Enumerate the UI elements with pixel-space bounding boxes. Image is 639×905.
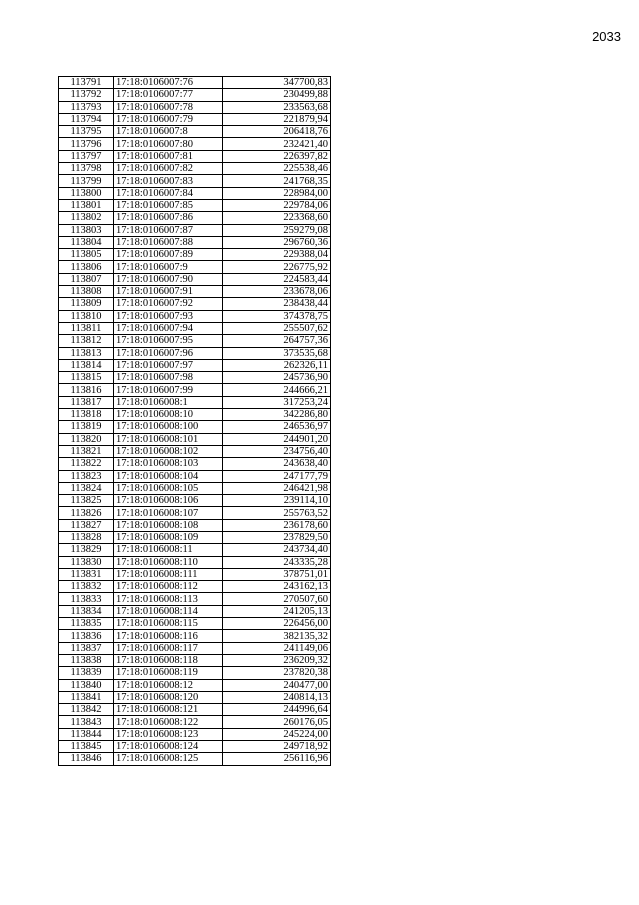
table-row — [59, 544, 331, 556]
table-row — [59, 273, 331, 285]
cadastral-number: 17:18:0106007:82 — [114, 163, 223, 175]
cadastral-value: 236209,32 — [223, 654, 331, 666]
row-number: 113805 — [59, 249, 114, 261]
row-number: 113817 — [59, 396, 114, 408]
table-row — [59, 359, 331, 371]
table-row — [59, 175, 331, 187]
cadastral-number: 17:18:0106007:88 — [114, 236, 223, 248]
row-number: 113811 — [59, 322, 114, 334]
cadastral-number: 17:18:0106008:101 — [114, 433, 223, 445]
row-number: 113829 — [59, 544, 114, 556]
cadastral-number: 17:18:0106007:93 — [114, 310, 223, 322]
table-row — [59, 212, 331, 224]
row-number: 113816 — [59, 384, 114, 396]
row-number: 113795 — [59, 126, 114, 138]
table-row — [59, 335, 331, 347]
cadastral-value: 223368,60 — [223, 212, 331, 224]
cadastral-number: 17:18:0106008:113 — [114, 593, 223, 605]
row-number: 113819 — [59, 421, 114, 433]
cadastral-number: 17:18:0106007:80 — [114, 138, 223, 150]
row-number: 113794 — [59, 113, 114, 125]
row-number: 113808 — [59, 286, 114, 298]
cadastral-number: 17:18:0106008:125 — [114, 753, 223, 765]
row-number: 113842 — [59, 704, 114, 716]
cadastral-number: 17:18:0106007:76 — [114, 77, 223, 89]
table-row — [59, 728, 331, 740]
cadastral-number: 17:18:0106008:108 — [114, 519, 223, 531]
row-number: 113826 — [59, 507, 114, 519]
row-number: 113813 — [59, 347, 114, 359]
cadastral-value: 233678,06 — [223, 286, 331, 298]
cadastral-number: 17:18:0106007:78 — [114, 101, 223, 113]
cadastral-value: 206418,76 — [223, 126, 331, 138]
table-row — [59, 126, 331, 138]
cadastral-value: 243162,13 — [223, 581, 331, 593]
table-row — [59, 741, 331, 753]
table-row — [59, 396, 331, 408]
cadastral-value: 243638,40 — [223, 458, 331, 470]
table-row — [59, 310, 331, 322]
cadastral-value: 245736,90 — [223, 372, 331, 384]
cadastral-value: 226775,92 — [223, 261, 331, 273]
row-number: 113791 — [59, 77, 114, 89]
cadastral-number: 17:18:0106007:79 — [114, 113, 223, 125]
cadastral-value: 232421,40 — [223, 138, 331, 150]
cadastral-number: 17:18:0106007:96 — [114, 347, 223, 359]
cadastral-value: 260176,05 — [223, 716, 331, 728]
cadastral-value: 249718,92 — [223, 741, 331, 753]
table-row — [59, 753, 331, 765]
cadastral-number: 17:18:0106008:106 — [114, 495, 223, 507]
table-row — [59, 519, 331, 531]
table-row — [59, 642, 331, 654]
cadastral-number: 17:18:0106008:122 — [114, 716, 223, 728]
row-number: 113799 — [59, 175, 114, 187]
table-row — [59, 409, 331, 421]
cadastral-number: 17:18:0106008:104 — [114, 470, 223, 482]
table-row — [59, 716, 331, 728]
cadastral-value: 255507,62 — [223, 322, 331, 334]
cadastral-number: 17:18:0106007:91 — [114, 286, 223, 298]
cadastral-number: 17:18:0106008:107 — [114, 507, 223, 519]
row-number: 113797 — [59, 150, 114, 162]
page-number: 2033 — [592, 29, 621, 44]
cadastral-number: 17:18:0106008:115 — [114, 618, 223, 630]
cadastral-value: 234756,40 — [223, 445, 331, 457]
table-row — [59, 89, 331, 101]
table-row — [59, 581, 331, 593]
cadastral-number: 17:18:0106008:103 — [114, 458, 223, 470]
cadastral-value: 373535,68 — [223, 347, 331, 359]
row-number: 113803 — [59, 224, 114, 236]
cadastral-value: 241149,06 — [223, 642, 331, 654]
cadastral-value: 245224,00 — [223, 728, 331, 740]
cadastral-number: 17:18:0106007:95 — [114, 335, 223, 347]
cadastral-value: 347700,83 — [223, 77, 331, 89]
table-body — [59, 77, 331, 766]
table-row — [59, 495, 331, 507]
row-number: 113836 — [59, 630, 114, 642]
cadastral-number: 17:18:0106008:110 — [114, 556, 223, 568]
cadastral-number: 17:18:0106008:100 — [114, 421, 223, 433]
cadastral-number: 17:18:0106007:92 — [114, 298, 223, 310]
cadastral-value: 236178,60 — [223, 519, 331, 531]
row-number: 113825 — [59, 495, 114, 507]
cadastral-value: 229388,04 — [223, 249, 331, 261]
row-number: 113833 — [59, 593, 114, 605]
row-number: 113845 — [59, 741, 114, 753]
cadastral-number: 17:18:0106007:9 — [114, 261, 223, 273]
table-row — [59, 568, 331, 580]
cadastral-number: 17:18:0106008:112 — [114, 581, 223, 593]
table-row — [59, 654, 331, 666]
table-row — [59, 150, 331, 162]
row-number: 113823 — [59, 470, 114, 482]
cadastral-value: 243734,40 — [223, 544, 331, 556]
cadastral-number: 17:18:0106008:1 — [114, 396, 223, 408]
cadastral-number: 17:18:0106007:77 — [114, 89, 223, 101]
row-number: 113804 — [59, 236, 114, 248]
row-number: 113843 — [59, 716, 114, 728]
cadastral-value: 228984,00 — [223, 187, 331, 199]
cadastral-value: 244666,21 — [223, 384, 331, 396]
cadastral-value: 225538,46 — [223, 163, 331, 175]
cadastral-value: 296760,36 — [223, 236, 331, 248]
row-number: 113841 — [59, 691, 114, 703]
row-number: 113818 — [59, 409, 114, 421]
table-row — [59, 433, 331, 445]
row-number: 113796 — [59, 138, 114, 150]
table-row — [59, 322, 331, 334]
cadastral-value: 256116,96 — [223, 753, 331, 765]
row-number: 113824 — [59, 482, 114, 494]
row-number: 113837 — [59, 642, 114, 654]
cadastral-value: 259279,08 — [223, 224, 331, 236]
cadastral-number: 17:18:0106008:116 — [114, 630, 223, 642]
table-row — [59, 163, 331, 175]
row-number: 113838 — [59, 654, 114, 666]
row-number: 113828 — [59, 531, 114, 543]
cadastral-number: 17:18:0106008:121 — [114, 704, 223, 716]
cadastral-number: 17:18:0106008:105 — [114, 482, 223, 494]
cadastral-number: 17:18:0106007:83 — [114, 175, 223, 187]
cadastral-number: 17:18:0106008:120 — [114, 691, 223, 703]
table-row — [59, 531, 331, 543]
cadastral-number: 17:18:0106007:99 — [114, 384, 223, 396]
cadastral-number: 17:18:0106008:124 — [114, 741, 223, 753]
cadastral-number: 17:18:0106008:102 — [114, 445, 223, 457]
table-row — [59, 679, 331, 691]
table-row — [59, 458, 331, 470]
table-row — [59, 101, 331, 113]
cadastral-value: 230499,88 — [223, 89, 331, 101]
cadastral-number: 17:18:0106007:84 — [114, 187, 223, 199]
cadastral-value: 241768,35 — [223, 175, 331, 187]
cadastral-number: 17:18:0106007:97 — [114, 359, 223, 371]
cadastral-value: 240814,13 — [223, 691, 331, 703]
cadastral-value: 255763,52 — [223, 507, 331, 519]
table-row — [59, 704, 331, 716]
table-row — [59, 249, 331, 261]
cadastral-number: 17:18:0106008:111 — [114, 568, 223, 580]
cadastral-number: 17:18:0106008:109 — [114, 531, 223, 543]
cadastral-value: 238438,44 — [223, 298, 331, 310]
table-row — [59, 236, 331, 248]
table-row — [59, 556, 331, 568]
row-number: 113815 — [59, 372, 114, 384]
table-row — [59, 224, 331, 236]
cadastral-value: 237820,38 — [223, 667, 331, 679]
cadastral-number: 17:18:0106007:87 — [114, 224, 223, 236]
row-number: 113801 — [59, 199, 114, 211]
cadastral-number: 17:18:0106008:11 — [114, 544, 223, 556]
cadastral-value: 229784,06 — [223, 199, 331, 211]
cadastral-number: 17:18:0106008:118 — [114, 654, 223, 666]
cadastral-value: 246536,97 — [223, 421, 331, 433]
cadastral-value: 244901,20 — [223, 433, 331, 445]
table-row — [59, 667, 331, 679]
cadastral-number: 17:18:0106007:85 — [114, 199, 223, 211]
cadastral-value: 342286,80 — [223, 409, 331, 421]
cadastral-value: 237829,50 — [223, 531, 331, 543]
row-number: 113812 — [59, 335, 114, 347]
cadastral-number: 17:18:0106008:117 — [114, 642, 223, 654]
cadastral-value: 240477,00 — [223, 679, 331, 691]
cadastral-number: 17:18:0106008:10 — [114, 409, 223, 421]
cadastral-number: 17:18:0106007:98 — [114, 372, 223, 384]
row-number: 113821 — [59, 445, 114, 457]
cadastral-number: 17:18:0106008:123 — [114, 728, 223, 740]
row-number: 113822 — [59, 458, 114, 470]
table-row — [59, 384, 331, 396]
table-row — [59, 421, 331, 433]
cadastral-value: 226456,00 — [223, 618, 331, 630]
table-row — [59, 470, 331, 482]
row-number: 113800 — [59, 187, 114, 199]
row-number: 113832 — [59, 581, 114, 593]
row-number: 113798 — [59, 163, 114, 175]
table-row — [59, 630, 331, 642]
table-row — [59, 347, 331, 359]
cadastral-value: 233563,68 — [223, 101, 331, 113]
row-number: 113839 — [59, 667, 114, 679]
cadastral-value: 239114,10 — [223, 495, 331, 507]
table-row — [59, 138, 331, 150]
table-row — [59, 605, 331, 617]
cadastral-number: 17:18:0106008:114 — [114, 605, 223, 617]
row-number: 113840 — [59, 679, 114, 691]
cadastral-value: 317253,24 — [223, 396, 331, 408]
row-number: 113809 — [59, 298, 114, 310]
table-row — [59, 691, 331, 703]
cadastral-value: 221879,94 — [223, 113, 331, 125]
row-number: 113835 — [59, 618, 114, 630]
cadastral-value: 262326,11 — [223, 359, 331, 371]
cadastral-value: 374378,75 — [223, 310, 331, 322]
cadastral-value: 226397,82 — [223, 150, 331, 162]
row-number: 113807 — [59, 273, 114, 285]
table-row — [59, 507, 331, 519]
cadastral-value: 224583,44 — [223, 273, 331, 285]
cadastral-value: 382135,32 — [223, 630, 331, 642]
cadastral-value: 270507,60 — [223, 593, 331, 605]
row-number: 113844 — [59, 728, 114, 740]
table-row — [59, 593, 331, 605]
row-number: 113810 — [59, 310, 114, 322]
table-row — [59, 445, 331, 457]
cadastral-number: 17:18:0106008:119 — [114, 667, 223, 679]
cadastral-number: 17:18:0106007:81 — [114, 150, 223, 162]
cadastral-value-table — [58, 76, 331, 766]
table-row — [59, 618, 331, 630]
cadastral-number: 17:18:0106007:89 — [114, 249, 223, 261]
table-row — [59, 199, 331, 211]
table-row — [59, 286, 331, 298]
table-row — [59, 482, 331, 494]
row-number: 113806 — [59, 261, 114, 273]
table-row — [59, 113, 331, 125]
row-number: 113831 — [59, 568, 114, 580]
cadastral-number: 17:18:0106007:94 — [114, 322, 223, 334]
cadastral-number: 17:18:0106007:90 — [114, 273, 223, 285]
table-row — [59, 372, 331, 384]
cadastral-value: 244996,64 — [223, 704, 331, 716]
cadastral-value: 378751,01 — [223, 568, 331, 580]
table-row — [59, 261, 331, 273]
cadastral-value: 246421,98 — [223, 482, 331, 494]
row-number: 113820 — [59, 433, 114, 445]
row-number: 113814 — [59, 359, 114, 371]
cadastral-number: 17:18:0106007:86 — [114, 212, 223, 224]
cadastral-number: 17:18:0106008:12 — [114, 679, 223, 691]
cadastral-value: 241205,13 — [223, 605, 331, 617]
row-number: 113792 — [59, 89, 114, 101]
cadastral-value: 264757,36 — [223, 335, 331, 347]
row-number: 113793 — [59, 101, 114, 113]
cadastral-value: 243335,28 — [223, 556, 331, 568]
row-number: 113802 — [59, 212, 114, 224]
cadastral-number: 17:18:0106007:8 — [114, 126, 223, 138]
row-number: 113830 — [59, 556, 114, 568]
table-row — [59, 298, 331, 310]
cadastral-value: 247177,79 — [223, 470, 331, 482]
table-row — [59, 187, 331, 199]
table-row — [59, 77, 331, 89]
row-number: 113846 — [59, 753, 114, 765]
row-number: 113827 — [59, 519, 114, 531]
row-number: 113834 — [59, 605, 114, 617]
